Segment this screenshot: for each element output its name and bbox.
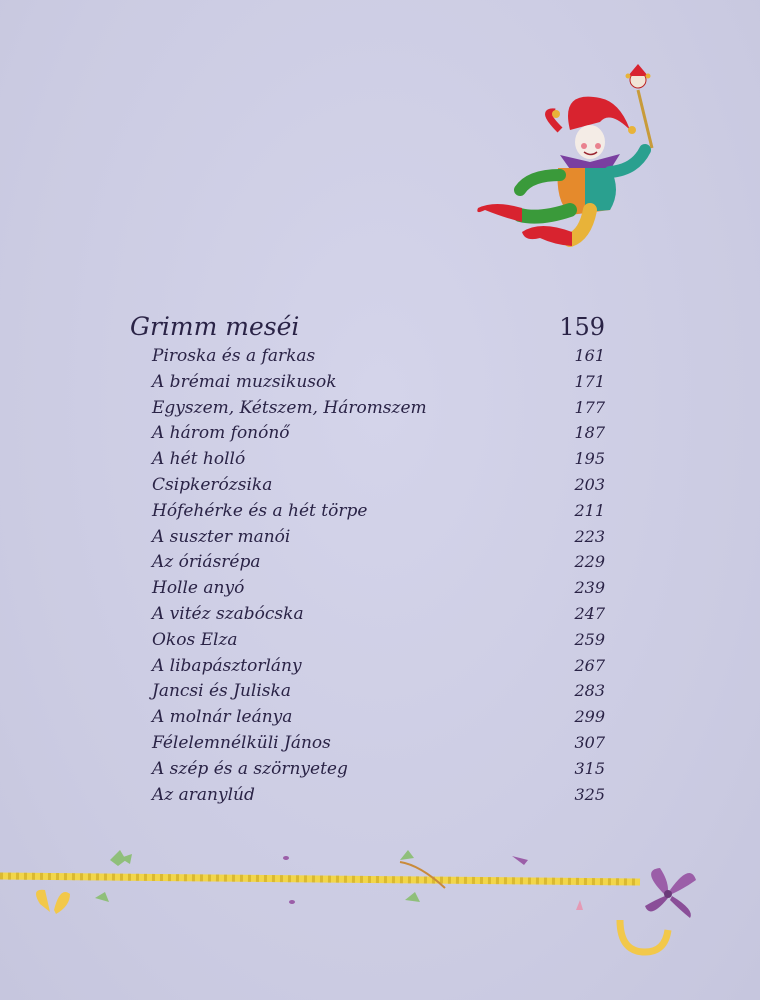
- toc-entry[interactable]: [130, 759, 605, 785]
- toc-entry[interactable]: [130, 423, 605, 449]
- toc-entry-title: Hófehérke és a hét törpe: [152, 500, 368, 521]
- toc-entries: [130, 346, 605, 810]
- toc-entry[interactable]: [130, 475, 605, 501]
- toc-entry-page: 239: [574, 578, 605, 598]
- toc-entry-title: Félelemnélküli János: [152, 732, 331, 753]
- toc-entry[interactable]: [130, 372, 605, 398]
- toc-entry-title: Okos Elza: [152, 629, 238, 650]
- toc-entry-title: A brémai muzsikusok: [152, 371, 337, 392]
- toc-entry-title: Az óriásrépa: [152, 552, 261, 573]
- toc-entry-page: 177: [574, 397, 605, 417]
- toc-entry-page: 171: [574, 371, 605, 391]
- toc-entry[interactable]: [130, 656, 605, 682]
- toc-entry-page: 211: [574, 500, 605, 520]
- section-title: Grimm meséi: [130, 312, 300, 341]
- toc-entry-page: 283: [574, 681, 605, 701]
- toc-entry-title: Egyszem, Kétszem, Háromszem: [152, 397, 427, 418]
- toc-entry-page: 203: [574, 474, 605, 494]
- jester-illustration: [460, 50, 670, 260]
- toc-entry[interactable]: [130, 707, 605, 733]
- toc-entry-page: 259: [574, 629, 605, 649]
- toc-entry[interactable]: [130, 578, 605, 604]
- toc-entry[interactable]: [130, 604, 605, 630]
- toc-entry-page: 299: [574, 707, 605, 727]
- toc-entry[interactable]: [130, 398, 605, 424]
- toc-entry-title: A szép és a szörnyeteg: [152, 758, 348, 779]
- toc-entry-title: Csipkerózsika: [152, 474, 273, 495]
- toc-entry-title: Az aranylúd: [152, 784, 255, 805]
- toc-entry-page: 229: [574, 552, 605, 572]
- toc-entry-title: A libapásztorlány: [152, 655, 302, 676]
- section-page-number: 159: [559, 313, 605, 341]
- toc-entry-page: 315: [574, 758, 605, 778]
- toc-entry[interactable]: [130, 346, 605, 372]
- toc-entry-title: A vitéz szabócska: [152, 603, 304, 624]
- toc-entry-title: A molnár leánya: [152, 707, 293, 728]
- toc-entry-title: Piroska és a farkas: [152, 346, 316, 366]
- toc-entry[interactable]: [130, 552, 605, 578]
- toc-entry-page: 187: [574, 423, 605, 443]
- toc-entry[interactable]: [130, 630, 605, 656]
- toc-entry-page: 161: [574, 346, 605, 365]
- toc-entry-page: 267: [574, 655, 605, 675]
- butterfly-icon: [36, 890, 70, 914]
- toc-entry-page: 247: [574, 603, 605, 623]
- toc-entry[interactable]: [130, 501, 605, 527]
- toc-entry-title: Holle anyó: [152, 578, 245, 599]
- toc-entry[interactable]: [130, 733, 605, 759]
- toc-entry-page: 325: [574, 784, 605, 804]
- toc-entry-title: A három fonónő: [152, 423, 290, 444]
- toc-entry-title: A hét holló: [152, 449, 246, 470]
- toc-entry[interactable]: [130, 449, 605, 475]
- toc-entry-page: 195: [574, 449, 605, 469]
- toc-section-header: [130, 312, 605, 346]
- toc-entry[interactable]: [130, 527, 605, 553]
- rope-flowers-decoration: [0, 840, 760, 960]
- toc-entry-page: 307: [574, 732, 605, 752]
- flower-icon: [645, 868, 696, 918]
- toc-entry-title: A suszter manói: [152, 526, 291, 547]
- toc-entry-title: Jancsi és Juliska: [152, 681, 291, 702]
- toc-entry[interactable]: [130, 681, 605, 707]
- toc-entry[interactable]: [130, 785, 605, 811]
- table-of-contents: [130, 312, 605, 810]
- toc-entry-page: 223: [574, 526, 605, 546]
